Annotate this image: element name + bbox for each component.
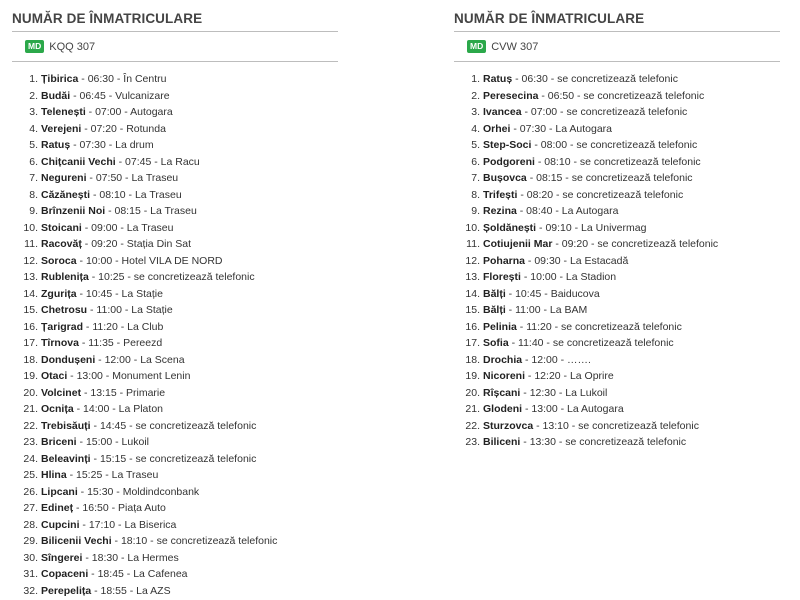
- list-item: [12, 236, 338, 253]
- stop-time-location: - 06:45 - Vulcanizare: [70, 89, 170, 102]
- item-number: 24.: [23, 452, 38, 465]
- item-number: 14.: [23, 287, 38, 300]
- list-item: [454, 104, 780, 121]
- stop-city: Lipcani: [41, 485, 78, 498]
- item-number: 19.: [23, 370, 38, 382]
- item-number: 20.: [465, 386, 480, 399]
- item-number: 11.: [24, 238, 38, 250]
- section-heading: NUMĂR DE ÎNMATRICULARE: [454, 11, 645, 26]
- item-number: 23.: [465, 436, 480, 448]
- stop-city: Ivancea: [483, 106, 522, 118]
- stop-city: Rezina: [483, 205, 517, 217]
- list-item: [12, 451, 338, 468]
- stop-time-location: - 08:40 - La Autogara: [516, 205, 619, 217]
- stop-time-location: - 10:00 - Hotel VILA DE NORD: [76, 254, 223, 267]
- item-number: 2.: [471, 89, 480, 102]
- stop-time-location: - 08:15 - La Traseu: [105, 205, 197, 217]
- stop-city: Rîșcani: [483, 386, 521, 399]
- list-item: [12, 533, 338, 550]
- item-number: 7.: [29, 172, 38, 184]
- stop-time-location: - 09:20 - Stația Din Sat: [81, 238, 191, 250]
- stop-time-location: - 13:00 - La Autogara: [522, 403, 624, 415]
- stop-time-location: - 09:30 - La Estacadă: [525, 254, 629, 267]
- item-number: 13.: [23, 271, 38, 283]
- list-item: [12, 170, 338, 187]
- country-badge: MD: [25, 40, 44, 53]
- list-item: [454, 170, 780, 187]
- stop-time-location: - 09:10 - La Univermag: [536, 221, 647, 234]
- stop-time-location: - 10:45 - La Stație: [76, 287, 163, 300]
- item-number: 3.: [29, 106, 38, 118]
- stop-city: Țibirica: [41, 73, 79, 85]
- stop-time-location: - 07:20 - Rotunda: [81, 122, 166, 135]
- list-item: [454, 434, 780, 451]
- stop-time-location: - 14:00 - La Platon: [73, 403, 163, 415]
- item-number: 11.: [466, 238, 480, 250]
- stop-time-location: - 10:00 - La Stadion: [520, 271, 617, 283]
- stop-city: Sturzovca: [483, 419, 534, 432]
- list-item: [12, 187, 338, 204]
- list-item: [12, 203, 338, 220]
- stop-time-location: - 14:45 - se concretizează telefonic: [90, 419, 257, 432]
- list-item: [454, 71, 780, 88]
- item-number: 13.: [465, 271, 480, 283]
- stop-city: Bălți: [483, 287, 506, 300]
- list-item: [454, 352, 780, 369]
- item-number: 18.: [465, 353, 480, 366]
- stop-city: Căzănești: [41, 188, 91, 201]
- stop-time-location: - 13:10 - se concretizează telefonic: [533, 419, 699, 432]
- stop-city: Bușovca: [483, 172, 527, 184]
- stop-time-location: - 11:00 - La Stație: [87, 304, 173, 316]
- list-item: [12, 269, 338, 286]
- item-number: 22.: [465, 419, 480, 432]
- stop-city: Rublenița: [41, 271, 89, 283]
- plate-number: KQQ 307: [49, 40, 96, 53]
- item-number: 1.: [29, 73, 38, 85]
- stop-time-location: - 07:30 - La Autogara: [510, 122, 613, 135]
- stop-city: Edineț: [41, 502, 74, 514]
- country-badge: MD: [467, 40, 486, 53]
- stop-time-location: - 12:00 - …….: [522, 353, 591, 366]
- route-column-kqq: [12, 0, 338, 599]
- stop-city: Perepelița: [41, 584, 92, 597]
- stop-city: Ocnița: [41, 403, 74, 415]
- stop-time-location: - 11:00 - La BAM: [505, 304, 588, 316]
- list-item: [12, 500, 338, 517]
- stop-time-location: - 11:20 - se concretizează telefonic: [516, 320, 682, 333]
- item-number: 32.: [23, 584, 38, 597]
- stop-city: Beleavinți: [41, 452, 91, 465]
- item-number: 8.: [471, 188, 480, 201]
- stop-time-location: - 13:15 - Primarie: [81, 386, 166, 399]
- list-item: [12, 121, 338, 138]
- item-number: 16.: [465, 320, 480, 333]
- stop-time-location: - 08:00 - se concretizează telefonic: [531, 139, 698, 151]
- stop-time-location: - 13:30 - se concretizează telefonic: [520, 436, 687, 448]
- item-number: 21.: [23, 403, 38, 415]
- stop-time-location: - 10:45 - Baiducova: [505, 287, 600, 300]
- item-number: 3.: [471, 106, 480, 118]
- stop-time-location: - 08:15 - se concretizează telefonic: [526, 172, 693, 184]
- stop-city: Otaci: [41, 370, 68, 382]
- list-item: [12, 71, 338, 88]
- stop-city: Volcinet: [41, 386, 82, 399]
- item-number: 14.: [465, 287, 480, 300]
- list-item: [12, 335, 338, 352]
- stop-time-location: - 12:20 - La Oprire: [525, 370, 614, 382]
- list-item: [12, 467, 338, 484]
- stop-list: [454, 71, 780, 451]
- stop-city: Trebisăuți: [41, 419, 91, 432]
- list-item: [454, 88, 780, 105]
- stop-city: Ratuș: [483, 73, 513, 85]
- item-number: 2.: [29, 89, 38, 102]
- list-item: [12, 401, 338, 418]
- item-number: 10.: [23, 221, 38, 234]
- list-item: [12, 137, 338, 154]
- list-item: [12, 583, 338, 600]
- stop-city: Briceni: [41, 436, 77, 448]
- list-item: [12, 385, 338, 402]
- list-item: [454, 236, 780, 253]
- list-item: [12, 434, 338, 451]
- stop-time-location: - 11:20 - La Club: [83, 320, 164, 333]
- item-number: 16.: [23, 320, 38, 333]
- list-item: [12, 368, 338, 385]
- item-number: 17.: [23, 337, 38, 349]
- item-number: 20.: [23, 386, 38, 399]
- item-number: 7.: [471, 172, 480, 184]
- stop-time-location: - 12:00 - La Scena: [95, 353, 185, 366]
- stop-city: Bălți: [483, 304, 506, 316]
- stop-city: Peresecina: [483, 89, 539, 102]
- stop-time-location: - 15:00 - Lukoil: [76, 436, 149, 448]
- list-item: [454, 121, 780, 138]
- stop-city: Glodeni: [483, 403, 523, 415]
- item-number: 23.: [23, 436, 38, 448]
- stop-city: Trifești: [483, 188, 518, 201]
- stop-time-location: - 18:10 - se concretizează telefonic: [111, 535, 278, 547]
- stop-city: Budăi: [41, 89, 71, 102]
- item-number: 25.: [23, 469, 38, 481]
- stop-time-location: - 15:25 - La Traseu: [66, 469, 159, 481]
- list-item: [12, 319, 338, 336]
- list-item: [12, 154, 338, 171]
- stop-city: Soroca: [41, 254, 77, 267]
- stop-time-location: - 09:00 - La Traseu: [81, 221, 174, 234]
- stop-city: Zgurița: [41, 287, 77, 300]
- list-item: [454, 187, 780, 204]
- list-item: [454, 154, 780, 171]
- stop-city: Tîrnova: [41, 337, 79, 349]
- stop-city: Racovăț: [41, 238, 82, 250]
- stop-time-location: - 18:30 - La Hermes: [82, 551, 179, 564]
- list-item: [454, 385, 780, 402]
- list-item: [454, 220, 780, 237]
- item-number: 12.: [23, 254, 38, 267]
- stop-city: Cupcini: [41, 518, 80, 531]
- list-item: [12, 302, 338, 319]
- stop-city: Telenești: [41, 106, 86, 118]
- stop-time-location: - 06:30 - În Centru: [78, 73, 167, 85]
- stop-time-location: - 18:55 - La AZS: [91, 584, 171, 597]
- stop-city: Dondușeni: [41, 353, 96, 366]
- list-item: [454, 368, 780, 385]
- stop-list: [12, 71, 338, 599]
- list-item: [12, 418, 338, 435]
- stop-city: Negureni: [41, 172, 87, 184]
- stop-time-location: - 16:50 - Piața Auto: [73, 502, 166, 514]
- item-number: 5.: [471, 139, 480, 151]
- stop-city: Biliceni: [483, 436, 521, 448]
- list-item: [454, 253, 780, 270]
- list-item: [454, 269, 780, 286]
- list-item: [12, 253, 338, 270]
- list-item: [12, 220, 338, 237]
- item-number: 18.: [23, 353, 38, 366]
- item-number: 19.: [465, 370, 480, 382]
- stop-time-location: - 06:50 - se concretizează telefonic: [538, 89, 705, 102]
- stop-city: Florești: [483, 271, 521, 283]
- stop-city: Stoicani: [41, 221, 82, 234]
- stop-city: Podgoreni: [483, 155, 535, 168]
- list-item: [12, 88, 338, 105]
- list-item: [12, 352, 338, 369]
- item-number: 29.: [23, 535, 38, 547]
- item-number: 6.: [29, 155, 38, 168]
- stop-city: Șoldănești: [483, 221, 537, 234]
- stop-city: Hlina: [41, 469, 67, 481]
- stop-time-location: - 08:20 - se concretizează telefonic: [517, 188, 684, 201]
- item-number: 4.: [29, 122, 38, 135]
- stop-city: Brînzenii Noi: [41, 205, 106, 217]
- item-number: 12.: [465, 254, 480, 267]
- item-number: 9.: [29, 205, 38, 217]
- stop-time-location: - 10:25 - se concretizează telefonic: [88, 271, 255, 283]
- stop-time-location: - 07:50 - La Traseu: [86, 172, 179, 184]
- list-item: [454, 418, 780, 435]
- stop-time-location: - 07:00 - se concretizează telefonic: [521, 106, 688, 118]
- route-column-cvw: [454, 0, 780, 451]
- stop-time-location: - 07:00 - Autogara: [85, 106, 173, 118]
- stop-time-location: - 15:30 - Moldindconbank: [77, 485, 200, 498]
- list-item: [12, 104, 338, 121]
- section-heading: NUMĂR DE ÎNMATRICULARE: [12, 11, 203, 26]
- stop-city: Verejeni: [41, 122, 82, 135]
- list-item: [12, 484, 338, 501]
- item-number: 26.: [23, 485, 38, 498]
- stop-time-location: - 15:15 - se concretizează telefonic: [90, 452, 257, 465]
- item-number: 8.: [29, 188, 38, 201]
- item-number: 17.: [465, 337, 480, 349]
- item-number: 21.: [465, 403, 480, 415]
- item-number: 27.: [23, 502, 38, 514]
- item-number: 1.: [471, 73, 480, 85]
- stop-time-location: - 17:10 - La Biserica: [79, 518, 177, 531]
- stop-city: Orhei: [483, 122, 511, 135]
- stop-city: Sîngerei: [41, 551, 83, 564]
- stop-city: Chetrosu: [41, 304, 88, 316]
- stop-time-location: - 07:30 - La drum: [70, 139, 154, 151]
- list-item: [454, 319, 780, 336]
- stop-city: Drochia: [483, 353, 523, 366]
- item-number: 5.: [29, 139, 38, 151]
- stop-city: Cotiujenii Mar: [483, 238, 553, 250]
- list-item: [454, 286, 780, 303]
- stop-city: Țarigrad: [41, 320, 84, 333]
- list-item: [12, 517, 338, 534]
- stop-time-location: - 08:10 - se concretizează telefonic: [534, 155, 701, 168]
- stop-time-location: - 06:30 - se concretizează telefonic: [512, 73, 678, 85]
- item-number: 31.: [23, 568, 38, 580]
- item-number: 10.: [465, 221, 480, 234]
- stop-city: Step-Soci: [483, 139, 532, 151]
- stop-time-location: - 12:30 - La Lukoil: [520, 386, 608, 399]
- list-item: [454, 335, 780, 352]
- stop-city: Bilicenii Vechi: [41, 535, 112, 547]
- stop-time-location: - 13:00 - Monument Lenin: [67, 370, 191, 382]
- stop-city: Chițcanii Vechi: [41, 155, 116, 168]
- list-item: [12, 566, 338, 583]
- list-item: [454, 137, 780, 154]
- plate-row: [454, 31, 780, 62]
- item-number: 6.: [471, 155, 480, 168]
- item-number: 30.: [23, 551, 38, 564]
- stop-city: Pelinia: [483, 320, 517, 333]
- list-item: [12, 286, 338, 303]
- stop-time-location: - 07:45 - La Racu: [115, 155, 200, 168]
- plate-number: CVW 307: [491, 40, 539, 53]
- list-item: [454, 401, 780, 418]
- stop-city: Nicoreni: [483, 370, 526, 382]
- stop-time-location: - 18:45 - La Cafenea: [88, 568, 188, 580]
- item-number: 22.: [23, 419, 38, 432]
- stop-city: Copaceni: [41, 568, 89, 580]
- stop-time-location: - 08:10 - La Traseu: [90, 188, 182, 201]
- item-number: 28.: [23, 518, 38, 531]
- list-item: [12, 550, 338, 567]
- item-number: 9.: [471, 205, 480, 217]
- list-item: [454, 302, 780, 319]
- stop-city: Sofia: [483, 337, 509, 349]
- item-number: 15.: [465, 304, 480, 316]
- item-number: 15.: [23, 304, 38, 316]
- list-item: [454, 203, 780, 220]
- stop-time-location: - 11:35 - Pereezd: [78, 337, 163, 349]
- stop-time-location: - 09:20 - se concretizează telefonic: [552, 238, 719, 250]
- stop-city: Poharna: [483, 254, 526, 267]
- stop-time-location: - 11:40 - se concretizează telefonic: [508, 337, 674, 349]
- item-number: 4.: [471, 122, 480, 135]
- stop-city: Ratuș: [41, 139, 71, 151]
- plate-row: [12, 31, 338, 62]
